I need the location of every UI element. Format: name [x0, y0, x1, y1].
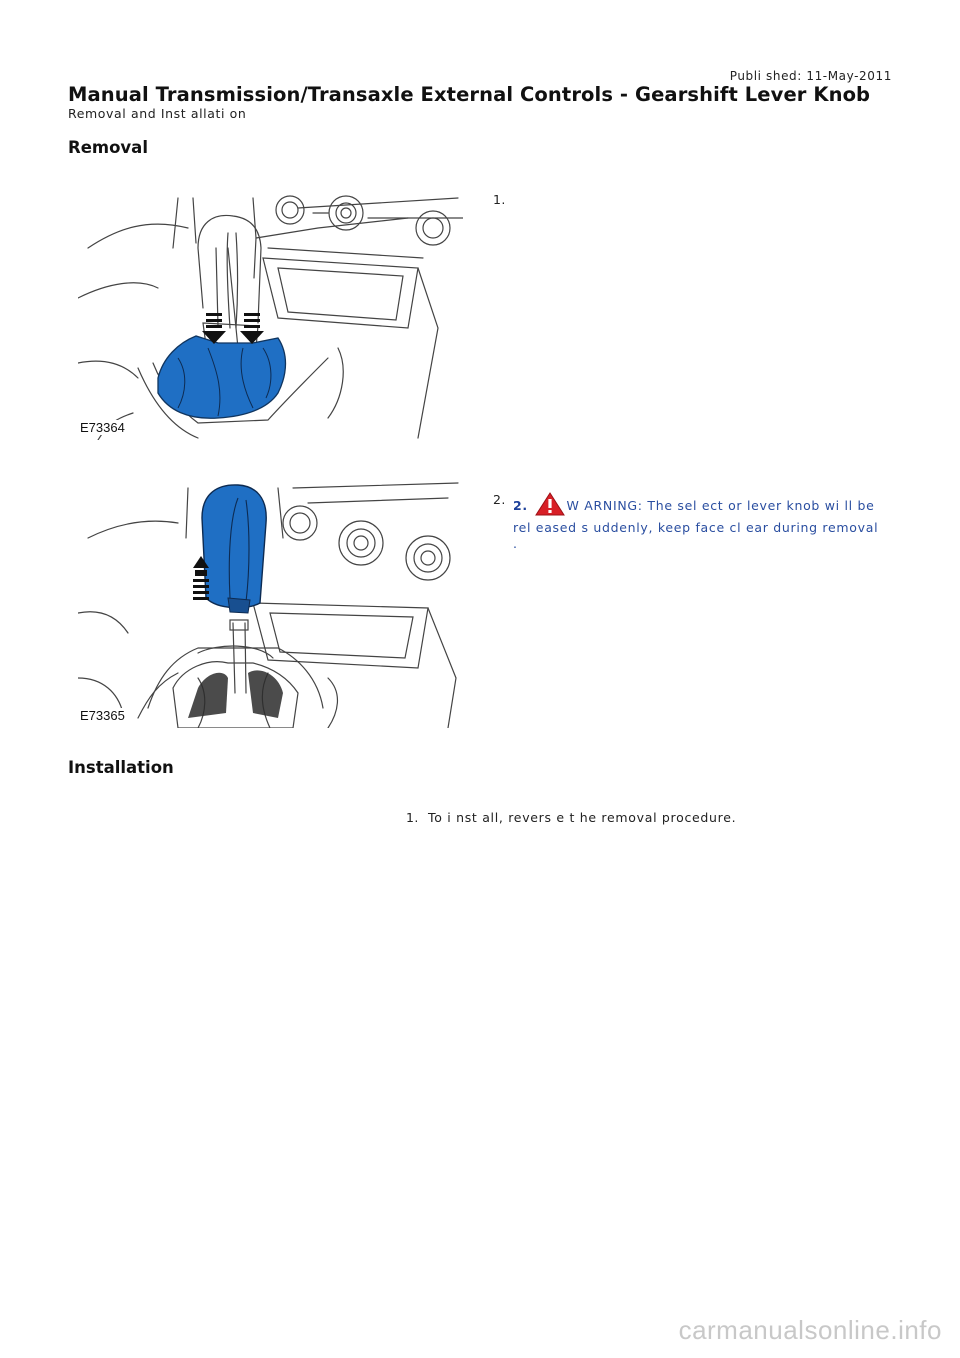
page-title: Manual Transmission/Transaxle External Controls - Gearshift Lever Knob — [68, 83, 871, 106]
removal-step-2-warning — [513, 492, 883, 552]
step-2-bold-label: 2. — [513, 498, 528, 513]
installation-heading: Installation — [68, 758, 174, 777]
push-down-arrows — [202, 313, 264, 344]
installation-step-1-text: To i nst all, revers e t he removal procedure. — [428, 810, 737, 825]
step-2-warning-text: W ARNING: The sel ect or lever knob wi ll be rel eased s uddenly, keep face cl ear during removal . — [513, 498, 879, 551]
gearshift-knob-illustration — [78, 478, 463, 728]
installation-step-1-number: 1. — [406, 810, 419, 825]
published-date: Publi shed: 11-May-2011 — [729, 69, 892, 83]
removal-heading: Removal — [68, 138, 148, 157]
watermark: carmanualsonline.info — [678, 1315, 942, 1345]
figure-code-2: E73365 — [80, 708, 125, 723]
figure-code-1: E73364 — [80, 420, 125, 435]
figure-e73365 — [78, 478, 463, 728]
gearshift-boot-illustration — [78, 188, 463, 440]
page-subtitle: Removal and Inst allati on — [68, 106, 247, 121]
removal-step-2-number: 2. — [493, 492, 506, 507]
warning-triangle-icon — [535, 492, 565, 520]
removal-step-1-number: 1. — [493, 192, 506, 207]
figure-e73364 — [78, 188, 463, 440]
